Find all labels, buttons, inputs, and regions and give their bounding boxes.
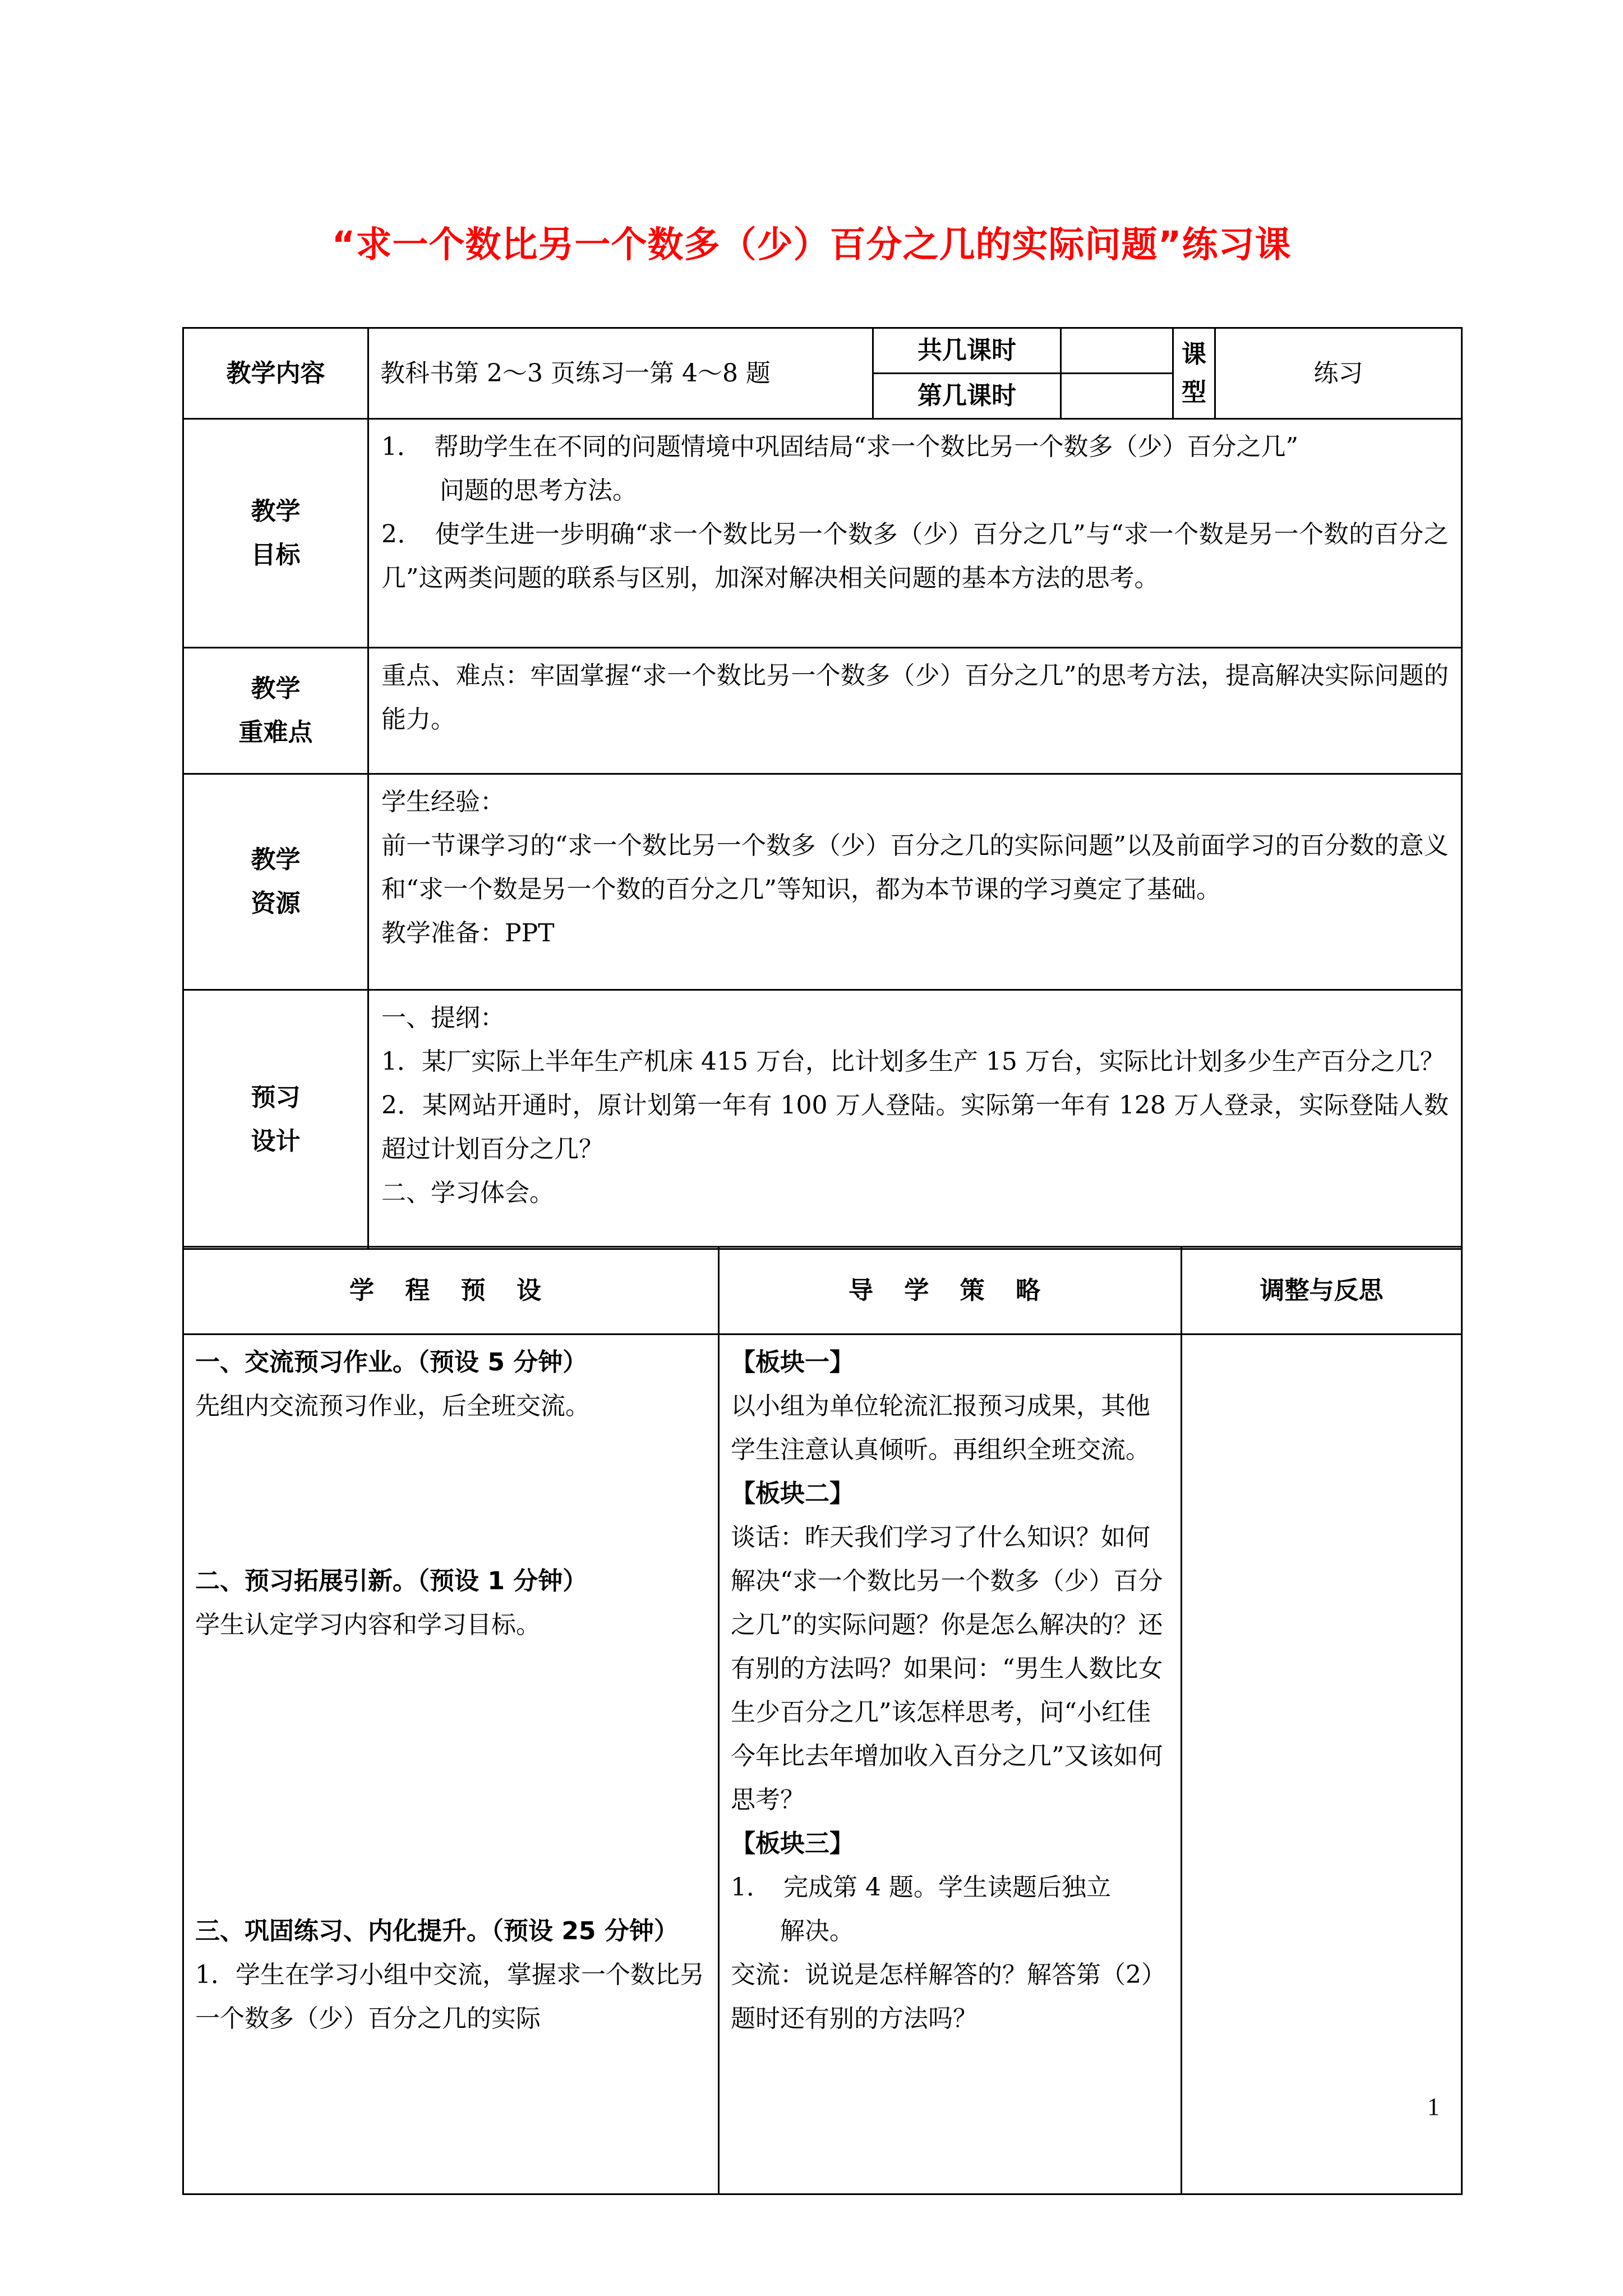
strategy-block-3-line1: 完成第 4 题。学生读题后独立 xyxy=(783,1873,1111,1902)
goals-item-1-num: 1． xyxy=(381,432,409,461)
lesson-type-value: 练习 xyxy=(1215,328,1462,419)
preview-label-1: 预习 xyxy=(251,1083,301,1112)
strategy-block-3-item xyxy=(731,1866,1169,1910)
lesson-type-label xyxy=(1173,328,1215,419)
goals-item-1-line1: 帮助学生在不同的问题情境中巩固结局“求一个数比另一个数多（少）百分之几” xyxy=(434,432,1298,461)
key-points-label-1: 教学 xyxy=(251,674,301,703)
resources-line-2: 前一节课学习的“求一个数比另一个数多（少）百分之几的实际问题”以及前面学习的百分数的意义和“求一个数是另一个数的百分之几”等知识，都为本节课的学习奠定了基础。 xyxy=(381,831,1449,904)
spacer xyxy=(195,1647,707,1910)
strategy-block-2-title: 【板块二】 xyxy=(731,1479,854,1508)
resources-label-2: 资源 xyxy=(251,889,301,918)
process-section-3-title: 三、巩固练习、内化提升。（预设 25 分钟） xyxy=(195,1917,679,1945)
period-no-value xyxy=(1061,374,1173,419)
spacer xyxy=(195,1428,707,1559)
page-title: “求一个数比另一个数多（少）百分之几的实际问题”练习课 xyxy=(331,224,1292,266)
preview-line-3: 2．某网站开通时，原计划第一年有 100 万人登陆。实际第一年有 128 万人登录，实际登陆人数超过计划百分之几？ xyxy=(381,1091,1449,1163)
total-periods-label: 共几课时 xyxy=(873,328,1061,374)
col-header-adjust: 调整与反思 xyxy=(1182,1247,1462,1335)
strategy-block-3-text2: 交流：说说是怎样解答的？解答第（2）题时还有别的方法吗？ xyxy=(731,1961,1166,2033)
resources-line-3: 教学准备：PPT xyxy=(381,919,555,947)
page-number: 1 xyxy=(1427,2093,1440,2120)
resources-line-1: 学生经验： xyxy=(381,788,505,816)
strategy-block-2-text: 谈话：昨天我们学习了什么知识？如何解决“求一个数比另一个数多（少）百分之几”的实际问题？你是怎么解决的？还有别的方法吗？如果问：“男生人数比女生少百分之几”该怎样思考，问“小红佳今年比去年增加收入百分之几”又该如何思考？ xyxy=(731,1523,1163,1814)
goals-item-1-line2: 问题的思考方法。 xyxy=(440,476,637,505)
preview-line-1: 一、提纲： xyxy=(381,1004,505,1032)
lesson-type-label-1: 课 xyxy=(1182,339,1206,369)
preview-line-2: 1．某厂实际上半年生产机床 415 万台，比计划多生产 15 万台，实际比计划多少生产百分之几？ xyxy=(381,1047,1445,1076)
resources-label xyxy=(183,774,368,990)
strategy-column xyxy=(719,1335,1182,2194)
strategy-block-3-title: 【板块三】 xyxy=(731,1829,854,1858)
goals-item-1 xyxy=(381,425,1449,469)
resources-label-1: 教学 xyxy=(251,845,301,874)
process-section-1-title: 一、交流预习作业。（预设 5 分钟） xyxy=(195,1348,588,1377)
strategy-block-1-text: 以小组为单位轮流汇报预习成果，其他学生注意认真倾听。再组织全班交流。 xyxy=(731,1392,1150,1464)
goals-label-2: 目标 xyxy=(251,540,301,569)
lesson-type-label-2: 型 xyxy=(1182,378,1206,407)
process-column xyxy=(183,1335,719,2194)
total-periods-value xyxy=(1061,328,1173,374)
period-no-label: 第几课时 xyxy=(873,374,1061,419)
strategy-block-3-num: 1． xyxy=(731,1873,759,1902)
content-label: 教学内容 xyxy=(183,328,368,419)
preview-content xyxy=(368,990,1462,1249)
process-section-2-title: 二、预习拓展引新。（预设 1 分钟） xyxy=(195,1567,588,1595)
preview-label xyxy=(183,990,368,1249)
process-section-2-text: 学生认定学习内容和学习目标。 xyxy=(195,1611,541,1639)
preview-label-2: 设计 xyxy=(251,1126,301,1156)
strategy-block-3-line2: 解决。 xyxy=(780,1917,854,1945)
goals-label xyxy=(183,419,368,648)
adjust-column xyxy=(1182,1335,1462,2194)
col-header-strategy: 导 学 策 略 xyxy=(719,1247,1182,1335)
goals-content xyxy=(368,419,1462,648)
key-points-label-2: 重难点 xyxy=(238,718,313,747)
process-section-3-text: 1．学生在学习小组中交流，掌握求一个数比另一个数多（少）百分之几的实际 xyxy=(195,1961,704,2033)
goals-label-1: 教学 xyxy=(251,496,301,526)
lesson-info-table xyxy=(182,327,1463,1250)
key-points-content: 重点、难点：牢固掌握“求一个数比另一个数多（少）百分之几”的思考方法，提高解决实际问题的能力。 xyxy=(368,648,1462,774)
resources-content xyxy=(368,774,1462,990)
content-value: 教科书第 2～3 页练习一第 4～8 题 xyxy=(368,328,873,419)
key-points-label xyxy=(183,648,368,774)
preview-line-4: 二、学习体会。 xyxy=(381,1179,554,1207)
process-section-1-text: 先组内交流预习作业，后全班交流。 xyxy=(195,1392,590,1420)
strategy-block-1-title: 【板块一】 xyxy=(731,1348,854,1377)
process-table xyxy=(182,1246,1463,2195)
goals-item-2: 2． 使学生进一步明确“求一个数比另一个数多（少）百分之几”与“求一个数是另一个数的百分之几”这两类问题的联系与区别，加深对解决相关问题的基本方法的思考。 xyxy=(381,520,1449,592)
col-header-process: 学 程 预 设 xyxy=(183,1247,719,1335)
